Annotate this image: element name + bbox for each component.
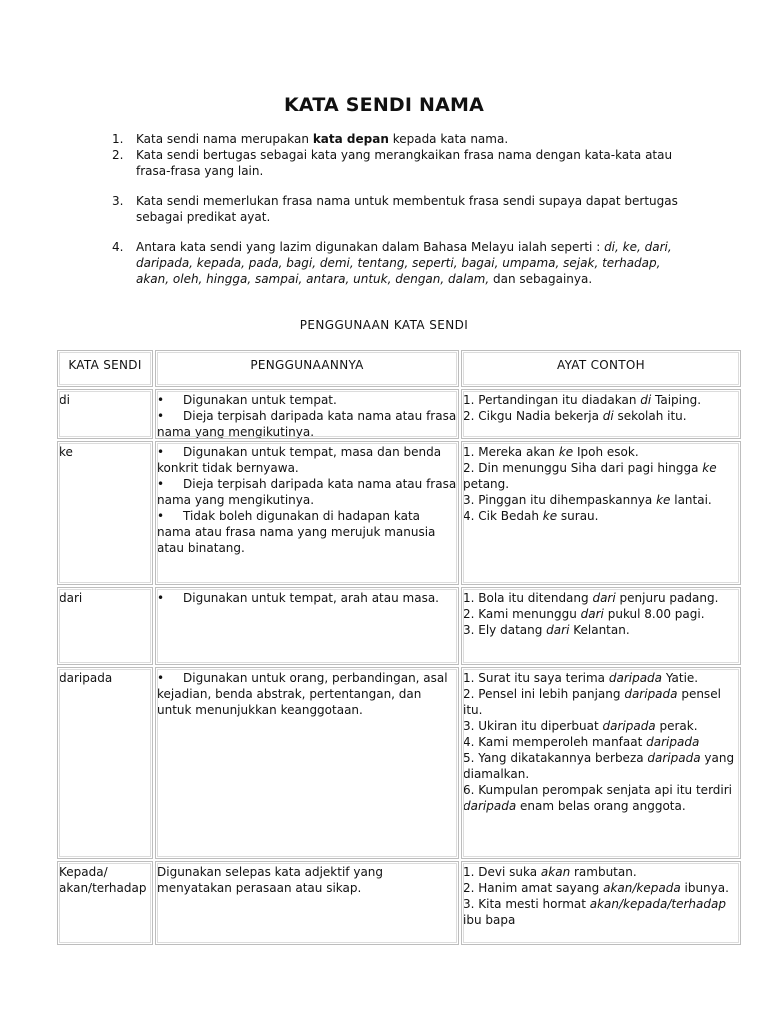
- usage-bullet-item: • Tidak boleh digunakan di hadapan kata nama atau frasa nama yang merujuk manusia atau binatang.: [157, 509, 436, 555]
- table-row: [56, 388, 744, 440]
- example-sentence: 1. Surat itu saya terima daripada Yatie.: [463, 671, 699, 685]
- list-number: 2.: [112, 148, 124, 162]
- table-row: [56, 440, 744, 586]
- header-cell: AYAT CONTOH: [461, 350, 741, 387]
- usage-cell: [155, 389, 459, 439]
- usage-cell: [155, 587, 459, 665]
- example-sentence: 1. Devi suka akan rambutan.: [463, 865, 637, 879]
- usage-bullet-item: • Digunakan untuk tempat.: [157, 393, 337, 407]
- list-text: Kata sendi memerlukan frasa nama untuk membentuk frasa sendi supaya dapat bertugas sebagai predikat ayat.: [136, 194, 678, 224]
- example-sentence: 4. Cik Bedah ke surau.: [463, 509, 599, 523]
- usage-bullet-item: • Dieja terpisah daripada kata nama atau frasa nama yang mengikutinya.: [157, 477, 457, 507]
- kata-sendi-cell: di: [57, 389, 153, 439]
- usage-cell: Digunakan selepas kata adjektif yang menyatakan perasaan atau sikap.: [155, 861, 459, 945]
- bullet-icon: •: [157, 509, 165, 523]
- example-sentence: 2. Hanim amat sayang akan/kepada ibunya.: [463, 881, 729, 895]
- bullet-icon: •: [157, 445, 165, 459]
- example-sentence: 1. Bola itu ditendang dari penjuru padang.: [463, 591, 719, 605]
- usage-cell: [155, 441, 459, 585]
- bullet-icon: •: [157, 477, 165, 491]
- example-cell: [461, 667, 741, 859]
- list-text: Kata sendi bertugas sebagai kata yang merangkaikan frasa nama dengan kata-kata atau frasa-frasa yang lain.: [136, 148, 673, 178]
- list-item: [112, 131, 687, 147]
- bullet-icon: •: [157, 409, 165, 423]
- example-sentence: 3. Ukiran itu diperbuat daripada perak.: [463, 719, 698, 733]
- example-cell: [461, 441, 741, 585]
- usage-cell: [155, 667, 459, 859]
- example-sentence: 5. Yang dikatakannya berbeza daripada yang diamalkan.: [463, 751, 735, 781]
- header-cell: PENGGUNAANNYA: [155, 350, 459, 387]
- table-row: [56, 666, 744, 860]
- example-sentence: 6. Kumpulan perompak senjata api itu terdiri daripada enam belas orang anggota.: [463, 783, 733, 813]
- list-item: [112, 193, 687, 225]
- list-item: [112, 239, 687, 287]
- table-header-row: [56, 349, 744, 388]
- header-cell: KATA SENDI: [57, 350, 153, 387]
- kata-sendi-cell: Kepada/ akan/terhadap: [57, 861, 153, 945]
- usage-bullet-item: • Digunakan untuk tempat, arah atau masa.: [157, 591, 439, 605]
- bullet-icon: •: [157, 393, 165, 407]
- table-title: PENGGUNAAN KATA SENDI: [299, 318, 469, 332]
- table-row: [56, 860, 744, 946]
- example-sentence: 3. Pinggan itu dihempaskannya ke lantai.: [463, 493, 712, 507]
- bullet-icon: •: [157, 671, 165, 685]
- usage-table: [56, 349, 744, 946]
- usage-bullet-item: • Digunakan untuk orang, perbandingan, asal kejadian, benda abstrak, pertentangan, dan untuk menunjukkan keanggotaan.: [157, 671, 448, 717]
- example-sentence: 1. Mereka akan ke Ipoh esok.: [463, 445, 639, 459]
- intro-list: [112, 131, 687, 287]
- table-row: [56, 586, 744, 666]
- example-sentence: 3. Ely datang dari Kelantan.: [463, 623, 630, 637]
- example-sentence: 1. Pertandingan itu diadakan di Taiping.: [463, 393, 702, 407]
- usage-bullet-item: • Digunakan untuk tempat, masa dan benda konkrit tidak bernyawa.: [157, 445, 442, 475]
- list-item: [112, 147, 687, 179]
- kata-sendi-cell: dari: [57, 587, 153, 665]
- list-number: 1.: [112, 132, 124, 146]
- example-sentence: 2. Pensel ini lebih panjang daripada pensel itu.: [463, 687, 721, 717]
- example-cell: [461, 861, 741, 945]
- example-sentence: 2. Kami menunggu dari pukul 8.00 pagi.: [463, 607, 705, 621]
- list-number: 3.: [112, 194, 124, 208]
- list-text: Kata sendi nama merupakan kata depan kepada kata nama.: [136, 132, 509, 146]
- usage-bullet-item: • Dieja terpisah daripada kata nama atau frasa nama yang mengikutinya.: [157, 409, 457, 439]
- kata-sendi-cell: daripada: [57, 667, 153, 859]
- example-sentence: 4. Kami memperoleh manfaat daripada: [463, 735, 700, 749]
- example-sentence: 2. Cikgu Nadia bekerja di sekolah itu.: [463, 409, 687, 423]
- example-cell: [461, 389, 741, 439]
- example-cell: [461, 587, 741, 665]
- kata-sendi-cell: ke: [57, 441, 153, 585]
- bullet-icon: •: [157, 591, 165, 605]
- list-number: 4.: [112, 240, 124, 254]
- example-sentence: 3. Kita mesti hormat akan/kepada/terhadap ibu bapa: [463, 897, 726, 927]
- list-text: Antara kata sendi yang lazim digunakan dalam Bahasa Melayu ialah seperti : di, ke, dari, daripada, kepada, pada, bagi, demi, tentang, seperti, bagai, umpama, sejak, terhadap, akan, oleh, hingga, sampai, antara, untuk, dengan, dalam, dan sebagainya.: [136, 240, 672, 286]
- example-sentence: 2. Din menunggu Siha dari pagi hingga ke petang.: [463, 461, 717, 491]
- page-title: KATA SENDI NAMA: [284, 94, 484, 116]
